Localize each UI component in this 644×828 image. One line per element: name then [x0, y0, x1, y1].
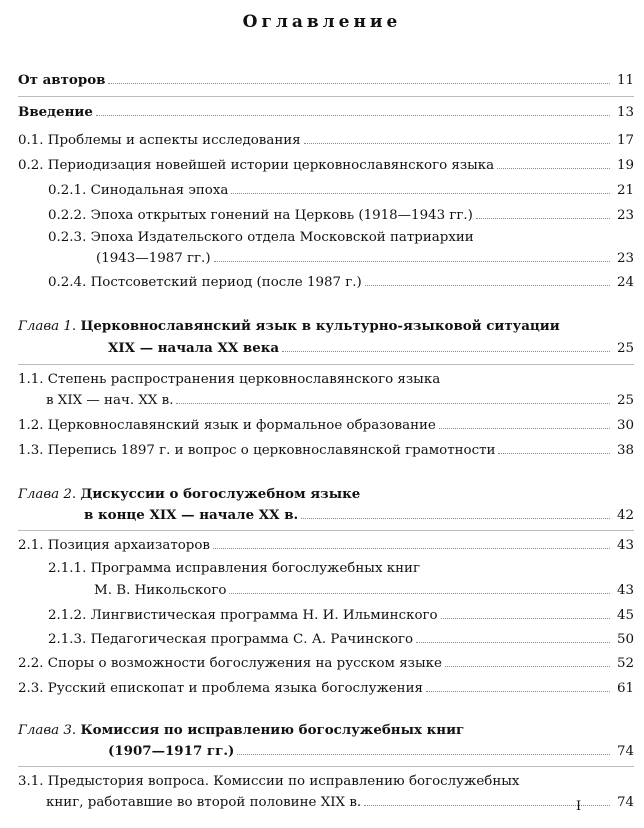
toc-entry-text: 2.2. Споры о возможности богослужения на русском языке: [18, 656, 442, 671]
toc-page-number: 24: [616, 275, 634, 290]
toc-entry-text: М. В. Никольского: [94, 583, 227, 598]
toc-page-number: 42: [616, 508, 634, 523]
toc-entry-text-line1: 2.1.1. Программа исправления богослужебных книг: [48, 561, 420, 576]
leader-dots: [213, 548, 610, 549]
toc-entry-text: 2.1.2. Лингвистическая программа Н. И. Ильминского: [48, 608, 438, 623]
toc-entry-text: От авторов: [18, 72, 106, 88]
toc-entry-text-line1: 1.1. Степень распространения церковнославянского языка: [18, 372, 441, 387]
page-edge-mark: I: [576, 799, 582, 814]
toc-entry-from-authors[interactable]: [18, 72, 634, 89]
toc-entry-text: 1.2. Церковнославянский язык и формальное образование: [18, 418, 436, 433]
toc-entry-text-line1: 3.1. Предыстория вопроса. Комиссии по исправлению богослужебных: [18, 774, 520, 789]
toc-entry-text: (1943—1987 гг.): [96, 251, 211, 266]
toc-entry-introduction[interactable]: [18, 104, 634, 121]
toc-page-number: 52: [616, 656, 634, 671]
toc-entry-text: 2.1. Позиция архаизаторов: [18, 538, 210, 553]
leader-dots: [476, 218, 610, 219]
toc-entry-text: в конце XIX — начале XX в.: [84, 507, 299, 523]
chapter-3-heading: [18, 722, 464, 739]
toc-entry-2-1-2[interactable]: [48, 607, 634, 624]
toc-entry-text: в XIX — нач. XX в.: [46, 393, 174, 408]
toc-entry-text: (1907—1917 гг.): [108, 743, 235, 759]
toc-page-number: 38: [616, 443, 634, 458]
chapter-label: Глава 1.: [18, 319, 77, 334]
toc-page-number: 13: [616, 105, 634, 120]
toc-entry-3-1[interactable]: [46, 794, 634, 811]
toc-entry-1-3[interactable]: [18, 442, 634, 459]
leader-dots: [416, 642, 610, 643]
toc-entry-text: 0.1. Проблемы и аспекты исследования: [18, 133, 301, 148]
toc-entry-0-2-1[interactable]: [48, 182, 634, 199]
separator: [18, 96, 634, 97]
leader-dots: [237, 754, 610, 755]
toc-entry-chapter-2[interactable]: [84, 507, 634, 524]
toc-entry-chapter-3[interactable]: [108, 743, 634, 760]
separator: [18, 530, 634, 531]
chapter-2-heading: [18, 486, 360, 503]
leader-dots: [96, 115, 610, 116]
leader-dots: [301, 518, 610, 519]
toc-page-number: 25: [616, 341, 634, 356]
leader-dots: [426, 691, 610, 692]
leader-dots: [282, 351, 610, 352]
leader-dots: [365, 285, 610, 286]
toc-entry-2-2[interactable]: [18, 655, 634, 672]
leader-dots: [498, 453, 610, 454]
toc-page-number: 21: [616, 183, 634, 198]
toc-entry-chapter-1[interactable]: [108, 340, 634, 357]
chapter-1-heading: [18, 318, 560, 335]
toc-page-number: 30: [616, 418, 634, 433]
toc-entry-text: 2.1.3. Педагогическая программа С. А. Рачинского: [48, 632, 414, 647]
chapter-title-line1: Церковнославянский язык в культурно-языковой ситуации: [80, 318, 560, 334]
toc-entry-0-2[interactable]: [18, 157, 634, 174]
toc-entry-text-line1: 0.2.3. Эпоха Издательского отдела Московской патриархии: [48, 230, 474, 245]
toc-page-number: 23: [616, 208, 634, 223]
toc-page-number: 50: [616, 632, 634, 647]
toc-page-number: 74: [616, 744, 634, 759]
leader-dots: [445, 666, 610, 667]
toc-page-number: 25: [616, 393, 634, 408]
separator: [18, 364, 634, 365]
toc-entry-text: XIX — начала XX века: [108, 340, 280, 356]
toc-entry-text: 0.2.4. Постсоветский период (после 1987 г.): [48, 275, 362, 290]
leader-dots: [176, 403, 610, 404]
leader-dots: [364, 805, 610, 806]
toc-entry-0-2-2[interactable]: [48, 207, 634, 224]
chapter-title-line1: Комиссия по исправлению богослужебных книг: [80, 722, 465, 738]
leader-dots: [214, 261, 610, 262]
toc-page-number: 17: [616, 133, 634, 148]
toc-page-number: 45: [616, 608, 634, 623]
toc-entry-1-2[interactable]: [18, 417, 634, 434]
leader-dots: [497, 168, 610, 169]
chapter-title-line1: Дискуссии о богослужебном языке: [80, 486, 361, 502]
toc-page-number: 23: [616, 251, 634, 266]
toc-entry-text: книг, работавшие во второй половине XIX в.: [46, 795, 362, 810]
toc-entry-text: 2.3. Русский епископат и проблема языка богослужения: [18, 681, 423, 696]
toc-entry-0-1[interactable]: [18, 132, 634, 149]
toc-page-number: 61: [616, 681, 634, 696]
toc-page-number: 43: [616, 538, 634, 553]
toc-entry-2-1-3[interactable]: [48, 631, 634, 648]
leader-dots: [304, 143, 610, 144]
toc-page-number: 74: [616, 795, 634, 810]
toc-page-number: 19: [616, 158, 634, 173]
toc-entry-2-1-1[interactable]: [94, 582, 634, 599]
leader-dots: [439, 428, 610, 429]
leader-dots: [231, 193, 610, 194]
toc-entry-text: Введение: [18, 104, 93, 120]
leader-dots: [108, 83, 610, 84]
page-title: Оглавление: [242, 12, 402, 32]
toc-entry-text: 1.3. Перепись 1897 г. и вопрос о церковнославянской грамотности: [18, 443, 496, 458]
chapter-label: Глава 2.: [18, 487, 77, 502]
toc-entry-0-2-3[interactable]: [96, 250, 634, 267]
toc-entry-text: 0.2. Периодизация новейшей истории церковнославянского языка: [18, 158, 495, 173]
toc-entry-text: 0.2.1. Синодальная эпоха: [48, 183, 229, 198]
leader-dots: [441, 618, 610, 619]
leader-dots: [229, 593, 610, 594]
toc-page-number: 43: [616, 583, 634, 598]
chapter-label: Глава 3.: [18, 723, 77, 738]
separator: [18, 766, 634, 767]
toc-entry-2-3[interactable]: [18, 680, 634, 697]
toc-page-number: 11: [616, 73, 634, 88]
toc-entry-1-1[interactable]: [46, 392, 634, 409]
toc-entry-0-2-4[interactable]: [48, 274, 634, 291]
toc-entry-text: 0.2.2. Эпоха открытых гонений на Церковь (1918—1943 гг.): [48, 208, 473, 223]
toc-entry-2-1[interactable]: [18, 537, 634, 554]
